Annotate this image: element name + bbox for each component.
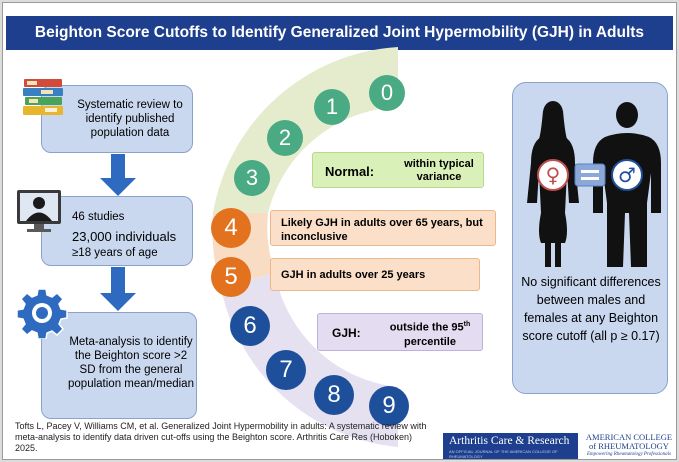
male-symbol-icon: ♂ <box>618 163 636 187</box>
score-2-circle: 2 <box>267 120 303 156</box>
score-5-circle: 5 <box>211 257 251 297</box>
systematic-review-text: Systematic review to identify published population data <box>77 99 183 139</box>
title-banner: Beighton Score Cutoffs to Identify Generalized Joint Hypermobility (GJH) in Adults <box>6 16 673 50</box>
acr-line2: of RHEUMATOLOGY <box>589 441 669 451</box>
male-female-silhouettes <box>519 93 663 269</box>
sex-comparison-text: No significant differences between males and females at any Beighton score cutoff (all p ≥ 0.17) <box>521 275 661 343</box>
acr-logo <box>583 433 675 459</box>
score-9-circle: 9 <box>369 386 409 426</box>
meta-analysis-text: Meta-analysis to identify the Beighton score >2 SD from the general population mean/median <box>68 336 194 390</box>
score-6-circle: 6 <box>230 306 270 346</box>
acr-tagline: Empowering Rheumatology Professionals <box>587 452 671 457</box>
studies-count: 46 studies <box>72 211 125 223</box>
score-0-circle: 0 <box>369 75 405 111</box>
gjh-value-post: percentile <box>404 335 456 348</box>
gjh-over-25-label <box>270 258 480 291</box>
likely-gjh-text: Likely GJH in adults over 65 years, but inconclusive <box>281 217 483 243</box>
acr-line1: AMERICAN COLLEGE <box>585 432 673 442</box>
female-symbol-icon: ♀ <box>545 163 561 187</box>
citation: Tofts L, Pacey V, Williams CM, et al. Generalized Joint Hypermobility in adults: A systematic review with meta-analysis to identify data driven cut-offs using the Beighton score. Arthritis Care Res (Hoboken) 2025. <box>15 421 427 453</box>
journal-name: Arthritis Care & Research <box>449 435 570 447</box>
score-4-circle: 4 <box>211 208 251 248</box>
score-1-circle: 1 <box>314 89 350 125</box>
normal-key: Normal: <box>325 164 375 179</box>
individuals-count: 23,000 individuals <box>72 229 177 244</box>
gjh-over-25-text: GJH in adults over 25 years <box>281 269 426 281</box>
score-8-circle: 8 <box>314 375 354 415</box>
likely-gjh-label <box>270 210 496 246</box>
normal-label <box>312 152 484 188</box>
gjh-value-pre: outside the 95 <box>389 321 464 334</box>
gjh-key: GJH: <box>332 326 361 340</box>
journal-logo <box>443 433 578 459</box>
sex-comparison-box <box>512 82 668 394</box>
score-7-circle: 7 <box>266 350 306 390</box>
age-criterion: ≥18 years of age <box>72 247 158 259</box>
gjh-value <box>380 318 480 349</box>
score-3-circle: 3 <box>234 160 270 196</box>
gjh-label <box>317 313 483 351</box>
normal-value: within typical variance <box>404 158 474 183</box>
gjh-value-sup: th <box>463 321 471 328</box>
journal-subtitle: AN OFFICIAL JOURNAL OF THE AMERICAN COLLEGE OF RHEUMATOLOGY <box>449 449 558 459</box>
infographic <box>2 2 677 460</box>
